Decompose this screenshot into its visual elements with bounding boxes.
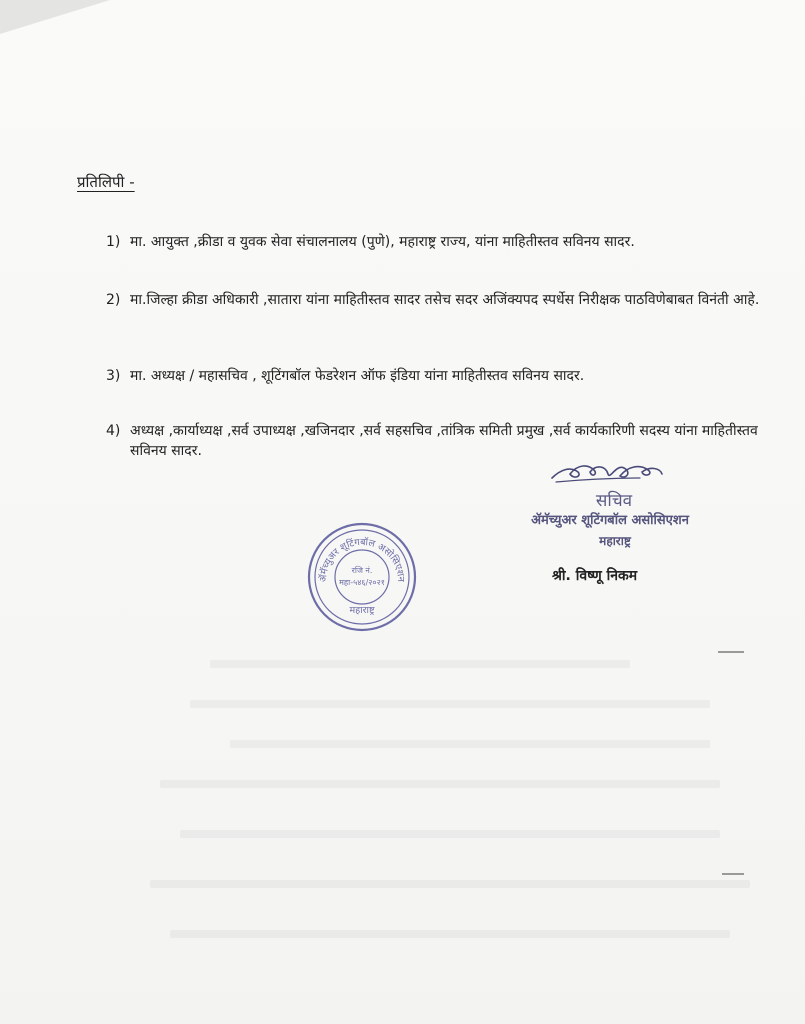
bleed-through-mark xyxy=(180,830,720,838)
association-seal xyxy=(306,521,418,633)
seal-bottom-text: महाराष्ट्र xyxy=(349,605,375,616)
bleed-through-mark xyxy=(160,780,720,788)
item-text: मा. अध्यक्ष / महासचिव , शूटिंगबॉल फेडरेशन ऑफ इंडिया यांना माहितीस्तव सविनय सादर. xyxy=(130,368,585,384)
item-text: अध्यक्ष ,कार्याध्यक्ष ,सर्व उपाध्यक्ष ,खजिनदार ,सर्व सहसचिव ,तांत्रिक समिती प्रमुख ,सर्व कार्यकारिणी सदस्य यांना माहितीस्तव सविनय सादर. xyxy=(130,423,758,459)
signatory-name: श्री. विष्णू निकम xyxy=(552,568,638,584)
signatory-organization: ॲमॅच्युअर शूटिंगबॉल असोसिएशन xyxy=(531,513,689,528)
scan-mark xyxy=(718,651,744,653)
bleed-through-mark xyxy=(210,660,630,668)
item-number: 2) xyxy=(106,292,121,308)
item-number: 1) xyxy=(106,234,121,250)
bleed-through-mark xyxy=(150,880,750,888)
item-number: 4) xyxy=(106,423,121,439)
bleed-through-mark xyxy=(170,930,730,938)
item-number: 3) xyxy=(106,368,121,384)
copy-list-item xyxy=(106,290,766,310)
page-corner-fold xyxy=(0,0,110,34)
bleed-through-mark xyxy=(190,700,710,708)
item-text: मा. आयुक्त ,क्रीडा व युवक सेवा संचालनालय (पुणे), महाराष्ट्र राज्य, यांना माहितीस्तव सविनय सादर. xyxy=(130,234,635,250)
signatory-state: महाराष्ट्र xyxy=(599,534,631,548)
seal-ring-text: ॲमॅच्युअर शूटिंगबॉल असोसिएशन xyxy=(317,536,407,583)
scan-mark xyxy=(722,873,744,875)
copy-list-item xyxy=(106,232,766,252)
copy-list-item xyxy=(106,366,766,386)
copy-list-item xyxy=(106,421,766,461)
copy-list-heading: प्रतिलिपी - xyxy=(77,173,135,191)
seal-registration-label: रजि नं. xyxy=(351,566,373,575)
seal-registration-number: महा-५४६/२०२१ xyxy=(339,578,385,587)
handwritten-signature xyxy=(548,456,668,490)
signatory-title: सचिव xyxy=(595,491,633,511)
bleed-through-mark xyxy=(230,740,710,748)
item-text: मा.जिल्हा क्रीडा अधिकारी ,सातारा यांना माहितीस्तव सादर तसेच सदर अजिंक्यपद स्पर्धेस निरीक्षक पाठविणेबाबत विनंती आहे. xyxy=(130,292,760,308)
